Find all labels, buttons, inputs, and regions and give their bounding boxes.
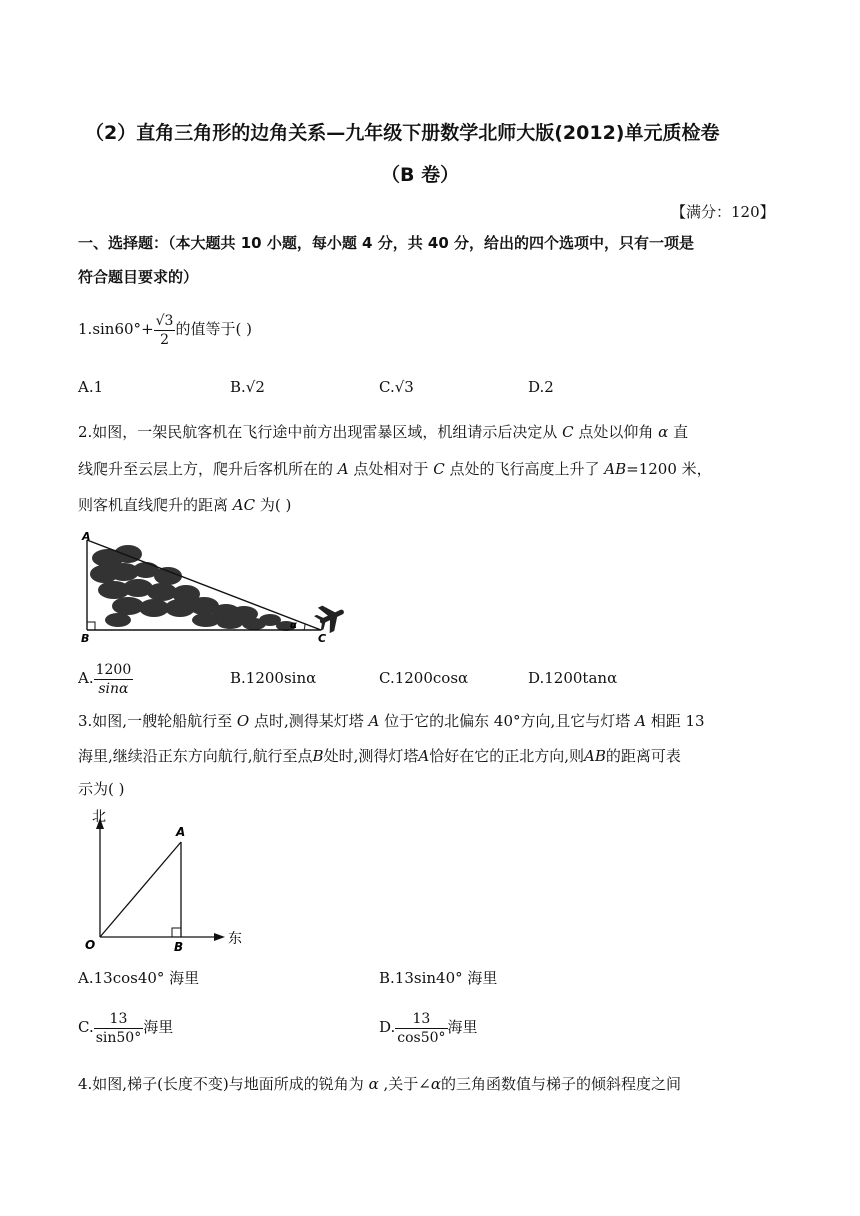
q1-plus: + — [141, 320, 154, 338]
section-heading-line1: 一、选择题：（本大题共 10 小题，每小题 4 分，共 40 分，给出的四个选项中，只有一项是 — [78, 234, 695, 252]
q1-frac-den: 2 — [160, 331, 170, 348]
q1-option-b[interactable]: B.√2 — [230, 378, 265, 396]
q2-text: 则客机直线爬升的距离 — [78, 496, 229, 514]
q2-text: 2.如图，一架民航客机在飞行途中前方出现雷暴区域，机组请示后决定从 — [78, 423, 558, 441]
q1-sin: sin60° — [92, 320, 142, 338]
q2-var-ab: AB — [604, 460, 627, 478]
angle-arc — [304, 624, 305, 630]
q2-var-alpha: α — [658, 423, 669, 441]
q2-var-ac: AC — [232, 496, 256, 514]
q3-option-b[interactable]: B.13sin40° 海里 — [379, 969, 498, 987]
q3-option-d-unit: 海里 — [447, 1018, 478, 1036]
q4-text: 的三角函数值与梯子的倾斜程度之间 — [440, 1075, 681, 1093]
q2-text: 点处相对于 — [353, 460, 429, 478]
question-2-line3 — [78, 494, 291, 516]
q1-option-c[interactable]: C.√3 — [379, 378, 414, 396]
q1-option-d[interactable]: D.2 — [528, 378, 554, 396]
q2-text: =1200 米， — [626, 460, 712, 478]
q3-var-b: B — [312, 747, 324, 765]
q4-var-angle: ∠α — [418, 1075, 441, 1093]
label-east: 东 — [228, 931, 242, 947]
q2-text: 线爬升至云层上方，爬升后客机所在的 — [78, 460, 334, 478]
q3-var-a: A — [368, 712, 380, 730]
question-4-line1 — [78, 1073, 681, 1095]
q2-text: 点处以仰角 — [578, 423, 654, 441]
label-a: A — [176, 825, 186, 839]
q2-option-d[interactable]: D.1200tanα — [528, 669, 618, 687]
q2-option-a-fraction — [94, 661, 134, 698]
question-3-line1 — [78, 710, 705, 732]
q3-option-d[interactable] — [379, 1005, 478, 1049]
q3-var-a: A — [635, 712, 646, 730]
q2-option-b[interactable]: B.1200sinα — [230, 669, 317, 687]
label-c: C — [318, 632, 327, 645]
q1-option-a[interactable]: A.1 — [78, 378, 104, 396]
label-a: A — [82, 530, 91, 543]
q2-option-a-prefix: A. — [78, 669, 94, 687]
q3-var-o: O — [236, 712, 250, 730]
q2-var-a: A — [337, 460, 349, 478]
q2-var-c: C — [433, 460, 445, 478]
q2-option-a-num: 1200 — [95, 661, 132, 678]
q3-option-d-num: 13 — [395, 1010, 447, 1029]
q3-option-d-fraction — [395, 1010, 447, 1047]
right-angle-mark — [87, 622, 95, 630]
q3-option-c-num: 13 — [94, 1010, 144, 1029]
cloud-region — [90, 545, 296, 631]
q3-option-c-unit: 海里 — [143, 1018, 174, 1036]
q4-text: 4.如图,梯子(长度不变)与地面所成的锐角为 — [78, 1075, 364, 1093]
label-alpha: α — [290, 620, 297, 631]
q1-fraction — [154, 312, 176, 349]
q3-var-ab: AB — [583, 747, 606, 765]
label-b: B — [81, 632, 90, 645]
q3-option-c-den: sin50° — [95, 1029, 142, 1046]
full-score: 【满分：120】 — [671, 203, 775, 221]
q1-frac-num: √3 — [155, 312, 174, 329]
q3-option-d-prefix: D. — [379, 1018, 396, 1036]
right-angle-mark — [172, 928, 181, 937]
q3-option-c-prefix: C. — [78, 1018, 94, 1036]
q3-option-c-fraction — [94, 1010, 144, 1047]
q3-text: 相距 13 — [650, 712, 705, 730]
q2-option-a-den: sinα — [98, 680, 129, 697]
q2-text: 点处的飞行高度上升了 — [449, 460, 600, 478]
q1-prefix: 1. — [78, 320, 93, 338]
q2-option-c[interactable]: C.1200cosα — [379, 669, 469, 687]
question-2-line2 — [78, 458, 712, 480]
page-title: （2）直角三角形的边角关系—九年级下册数学北师大版(2012)单元质检卷 — [85, 122, 720, 144]
label-b: B — [174, 940, 184, 954]
q1-suffix: 的值等于( ) — [175, 320, 252, 338]
question-3-line3: 示为( ) — [78, 780, 125, 798]
q3-text: 处时,测得灯塔 — [323, 747, 419, 765]
q3-option-a[interactable]: A.13cos40° 海里 — [78, 969, 200, 987]
q3-text: 海里,继续沿正东方向航行,航行至点 — [78, 747, 313, 765]
q3-text: 点时,测得某灯塔 — [253, 712, 364, 730]
q3-text: 位于它的北偏东 40°方向,且它与灯塔 — [384, 712, 631, 730]
page-subtitle: （B 卷） — [381, 164, 460, 186]
q3-option-d-den: cos50° — [397, 1029, 446, 1046]
q2-text: 为( ) — [259, 496, 292, 514]
label-o: O — [85, 938, 96, 952]
question-3-line2 — [78, 745, 681, 767]
east-arrow-icon — [214, 933, 225, 941]
q3-var-a: A — [418, 747, 430, 765]
q2-text: 直 — [673, 423, 689, 441]
q2-figure — [78, 528, 358, 646]
q3-figure — [78, 805, 248, 955]
q3-text: 3.如图,一艘轮船航行至 — [78, 712, 233, 730]
q4-var-alpha: α — [368, 1075, 379, 1093]
segment-oa — [100, 842, 181, 937]
section-heading-line2: 符合题目要求的） — [78, 268, 199, 286]
q3-text: 恰好在它的正北方向,则 — [429, 747, 584, 765]
q3-option-c[interactable] — [78, 1005, 173, 1049]
question-1-stem — [78, 307, 252, 351]
question-2-line1 — [78, 421, 688, 443]
q2-option-a[interactable] — [78, 656, 133, 700]
label-north: 北 — [92, 809, 106, 825]
q2-var-c: C — [562, 423, 574, 441]
q3-text: 的距离可表 — [605, 747, 681, 765]
q4-text: ,关于 — [383, 1075, 419, 1093]
